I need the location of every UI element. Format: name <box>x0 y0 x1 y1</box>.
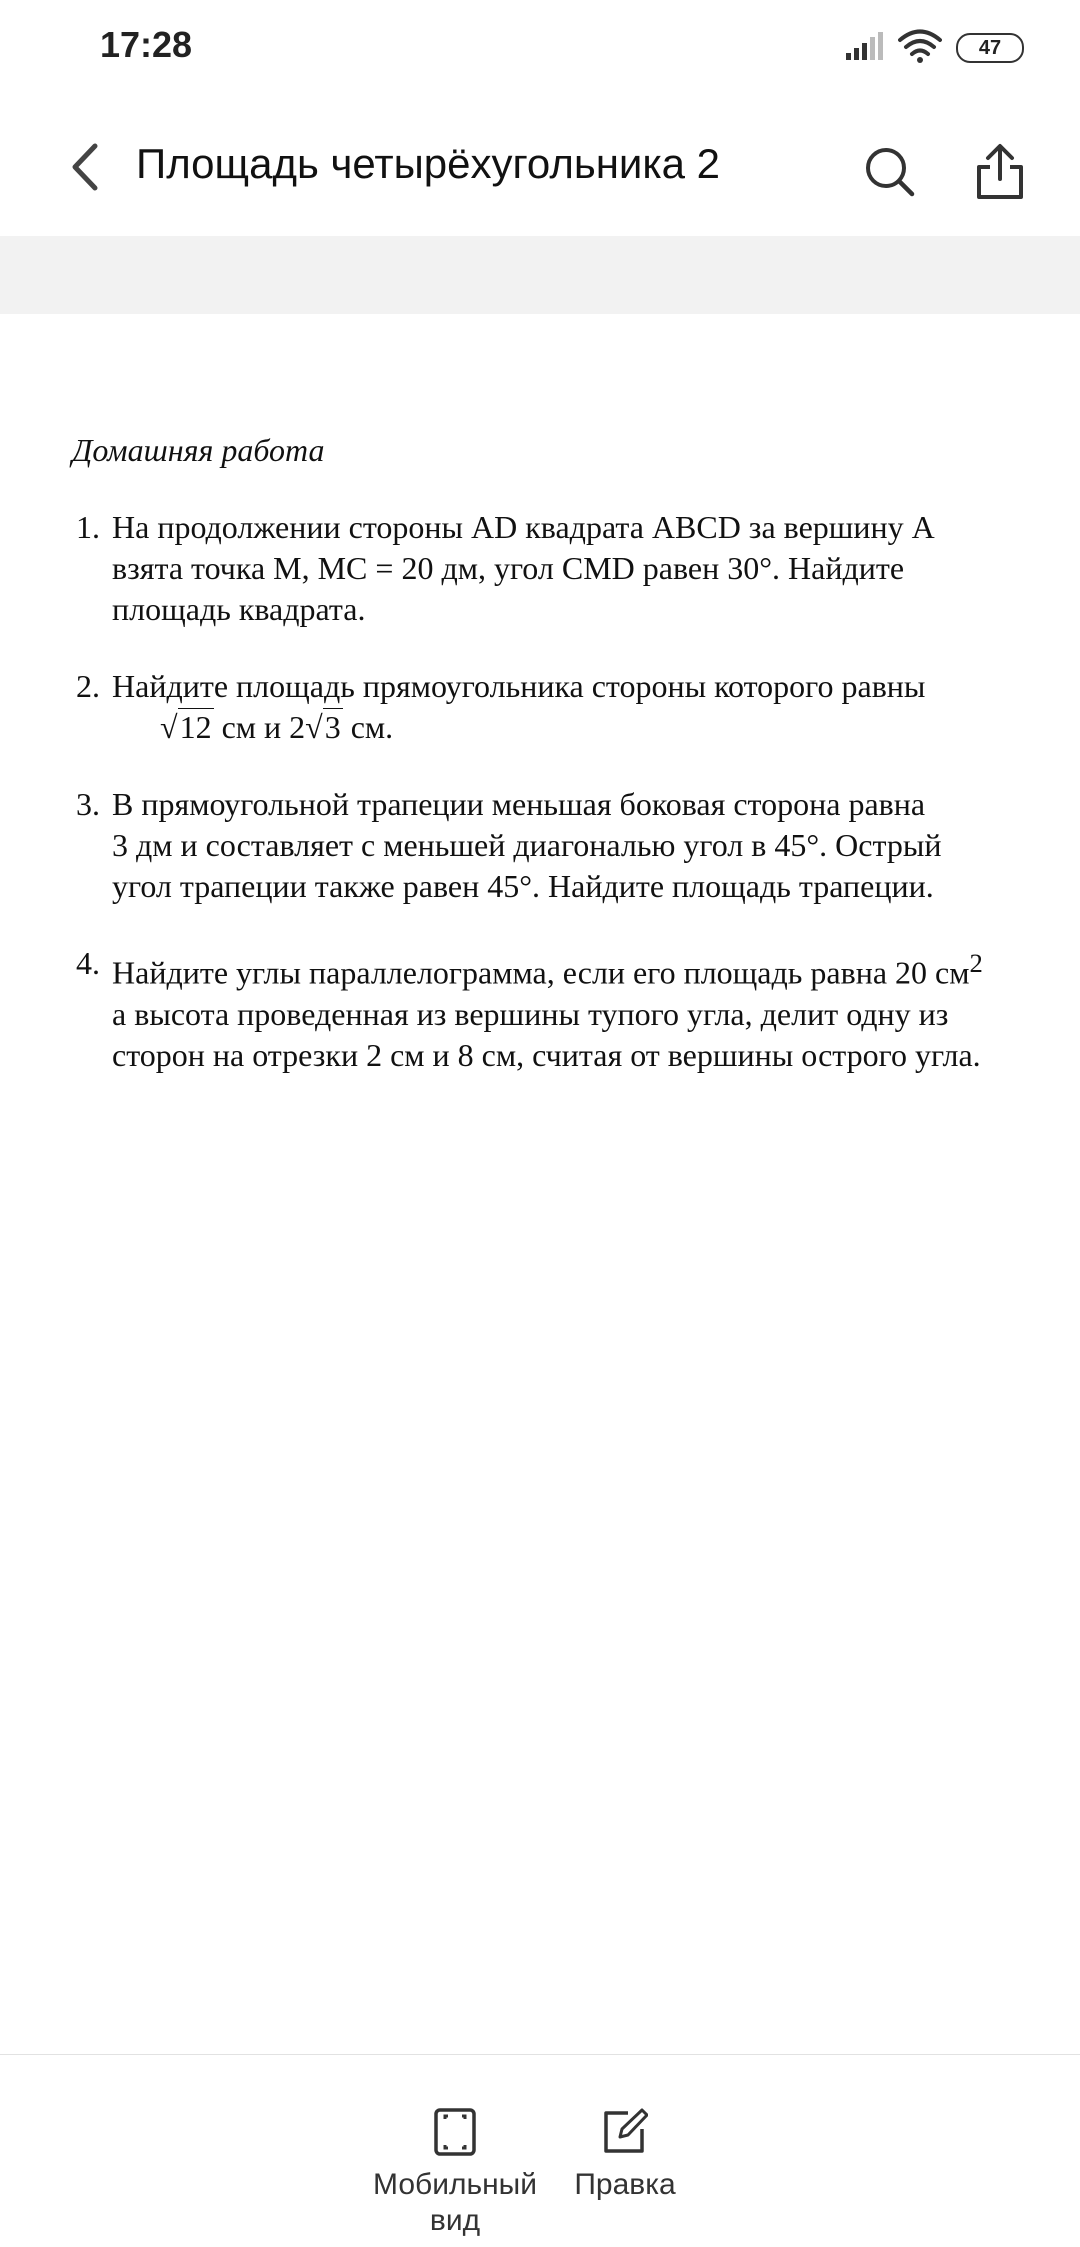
task-line: площадь квадрата. <box>112 591 366 627</box>
edit-icon <box>602 2107 648 2157</box>
mobile-view-icon <box>433 2107 477 2157</box>
signal-icon <box>844 31 884 66</box>
radicand: 12 <box>179 709 212 745</box>
page-title: Площадь четырёхугольника 2 <box>136 140 721 187</box>
back-arrow-icon <box>67 142 103 192</box>
task-line-text: Найдите углы параллелограмма, если его площадь равна 20 см <box>112 954 970 991</box>
unit-text: см. <box>342 709 394 745</box>
task-line: 3 дм и составляет с меньшей диагональю угол в 45°. Острый <box>112 827 942 863</box>
back-button[interactable] <box>50 132 120 202</box>
radicand: 3 <box>324 709 341 745</box>
share-icon <box>974 143 1026 201</box>
task-2 <box>72 666 1080 748</box>
task-3 <box>72 784 1080 907</box>
task-4 <box>72 943 1080 1076</box>
toolbar-divider-band <box>0 236 1080 314</box>
task-line <box>112 943 1080 994</box>
task-number: 3. <box>76 786 100 822</box>
task-line: а высота проведенная из вершины тупого угла, делит одну из <box>112 995 949 1032</box>
edit-button[interactable] <box>570 2107 680 2203</box>
search-button[interactable] <box>850 132 930 212</box>
task-number: 1. <box>76 509 100 545</box>
mobile-view-label: Мобильный вид <box>373 2168 537 2237</box>
clock: 17:28 <box>100 24 193 65</box>
task-number: 4. <box>76 945 100 981</box>
wifi-icon <box>898 29 942 68</box>
mobile-view-button[interactable] <box>370 2107 540 2239</box>
share-button[interactable] <box>960 132 1040 212</box>
task-line: взята точка M, MC = 20 дм, угол CMD равен 30°. Найдите <box>112 550 905 586</box>
unit-text: см и 2 <box>213 709 306 745</box>
status-icons <box>844 30 1024 66</box>
task-line: В прямоугольной трапеции меньшая боковая сторона равна <box>112 786 926 822</box>
task-number: 2. <box>76 668 100 704</box>
battery-icon: 47 <box>956 33 1024 63</box>
task-1 <box>72 507 1080 630</box>
superscript: 2 <box>969 948 983 978</box>
bottom-toolbar <box>0 2054 1080 2247</box>
search-icon <box>862 144 918 200</box>
document-heading: Домашняя работа <box>72 432 325 468</box>
task-line: сторон на отрезки 2 см и 8 см, считая от вершины острого угла. <box>112 1036 981 1073</box>
app-bar <box>0 96 1080 236</box>
sqrt-expression: √3 <box>305 709 341 745</box>
edit-label: Правка <box>574 2168 676 2201</box>
task-formula-line <box>112 707 1080 748</box>
task-line: Найдите площадь прямоугольника стороны которого равны <box>112 668 926 704</box>
task-line: На продолжении стороны AD квадрата ABCD за вершину A <box>112 509 935 545</box>
status-bar <box>0 0 1080 96</box>
sqrt-expression: √12 <box>160 709 212 745</box>
document-page <box>72 430 1072 1112</box>
task-line: угол трапеции также равен 45°. Найдите площадь трапеции. <box>112 868 934 904</box>
